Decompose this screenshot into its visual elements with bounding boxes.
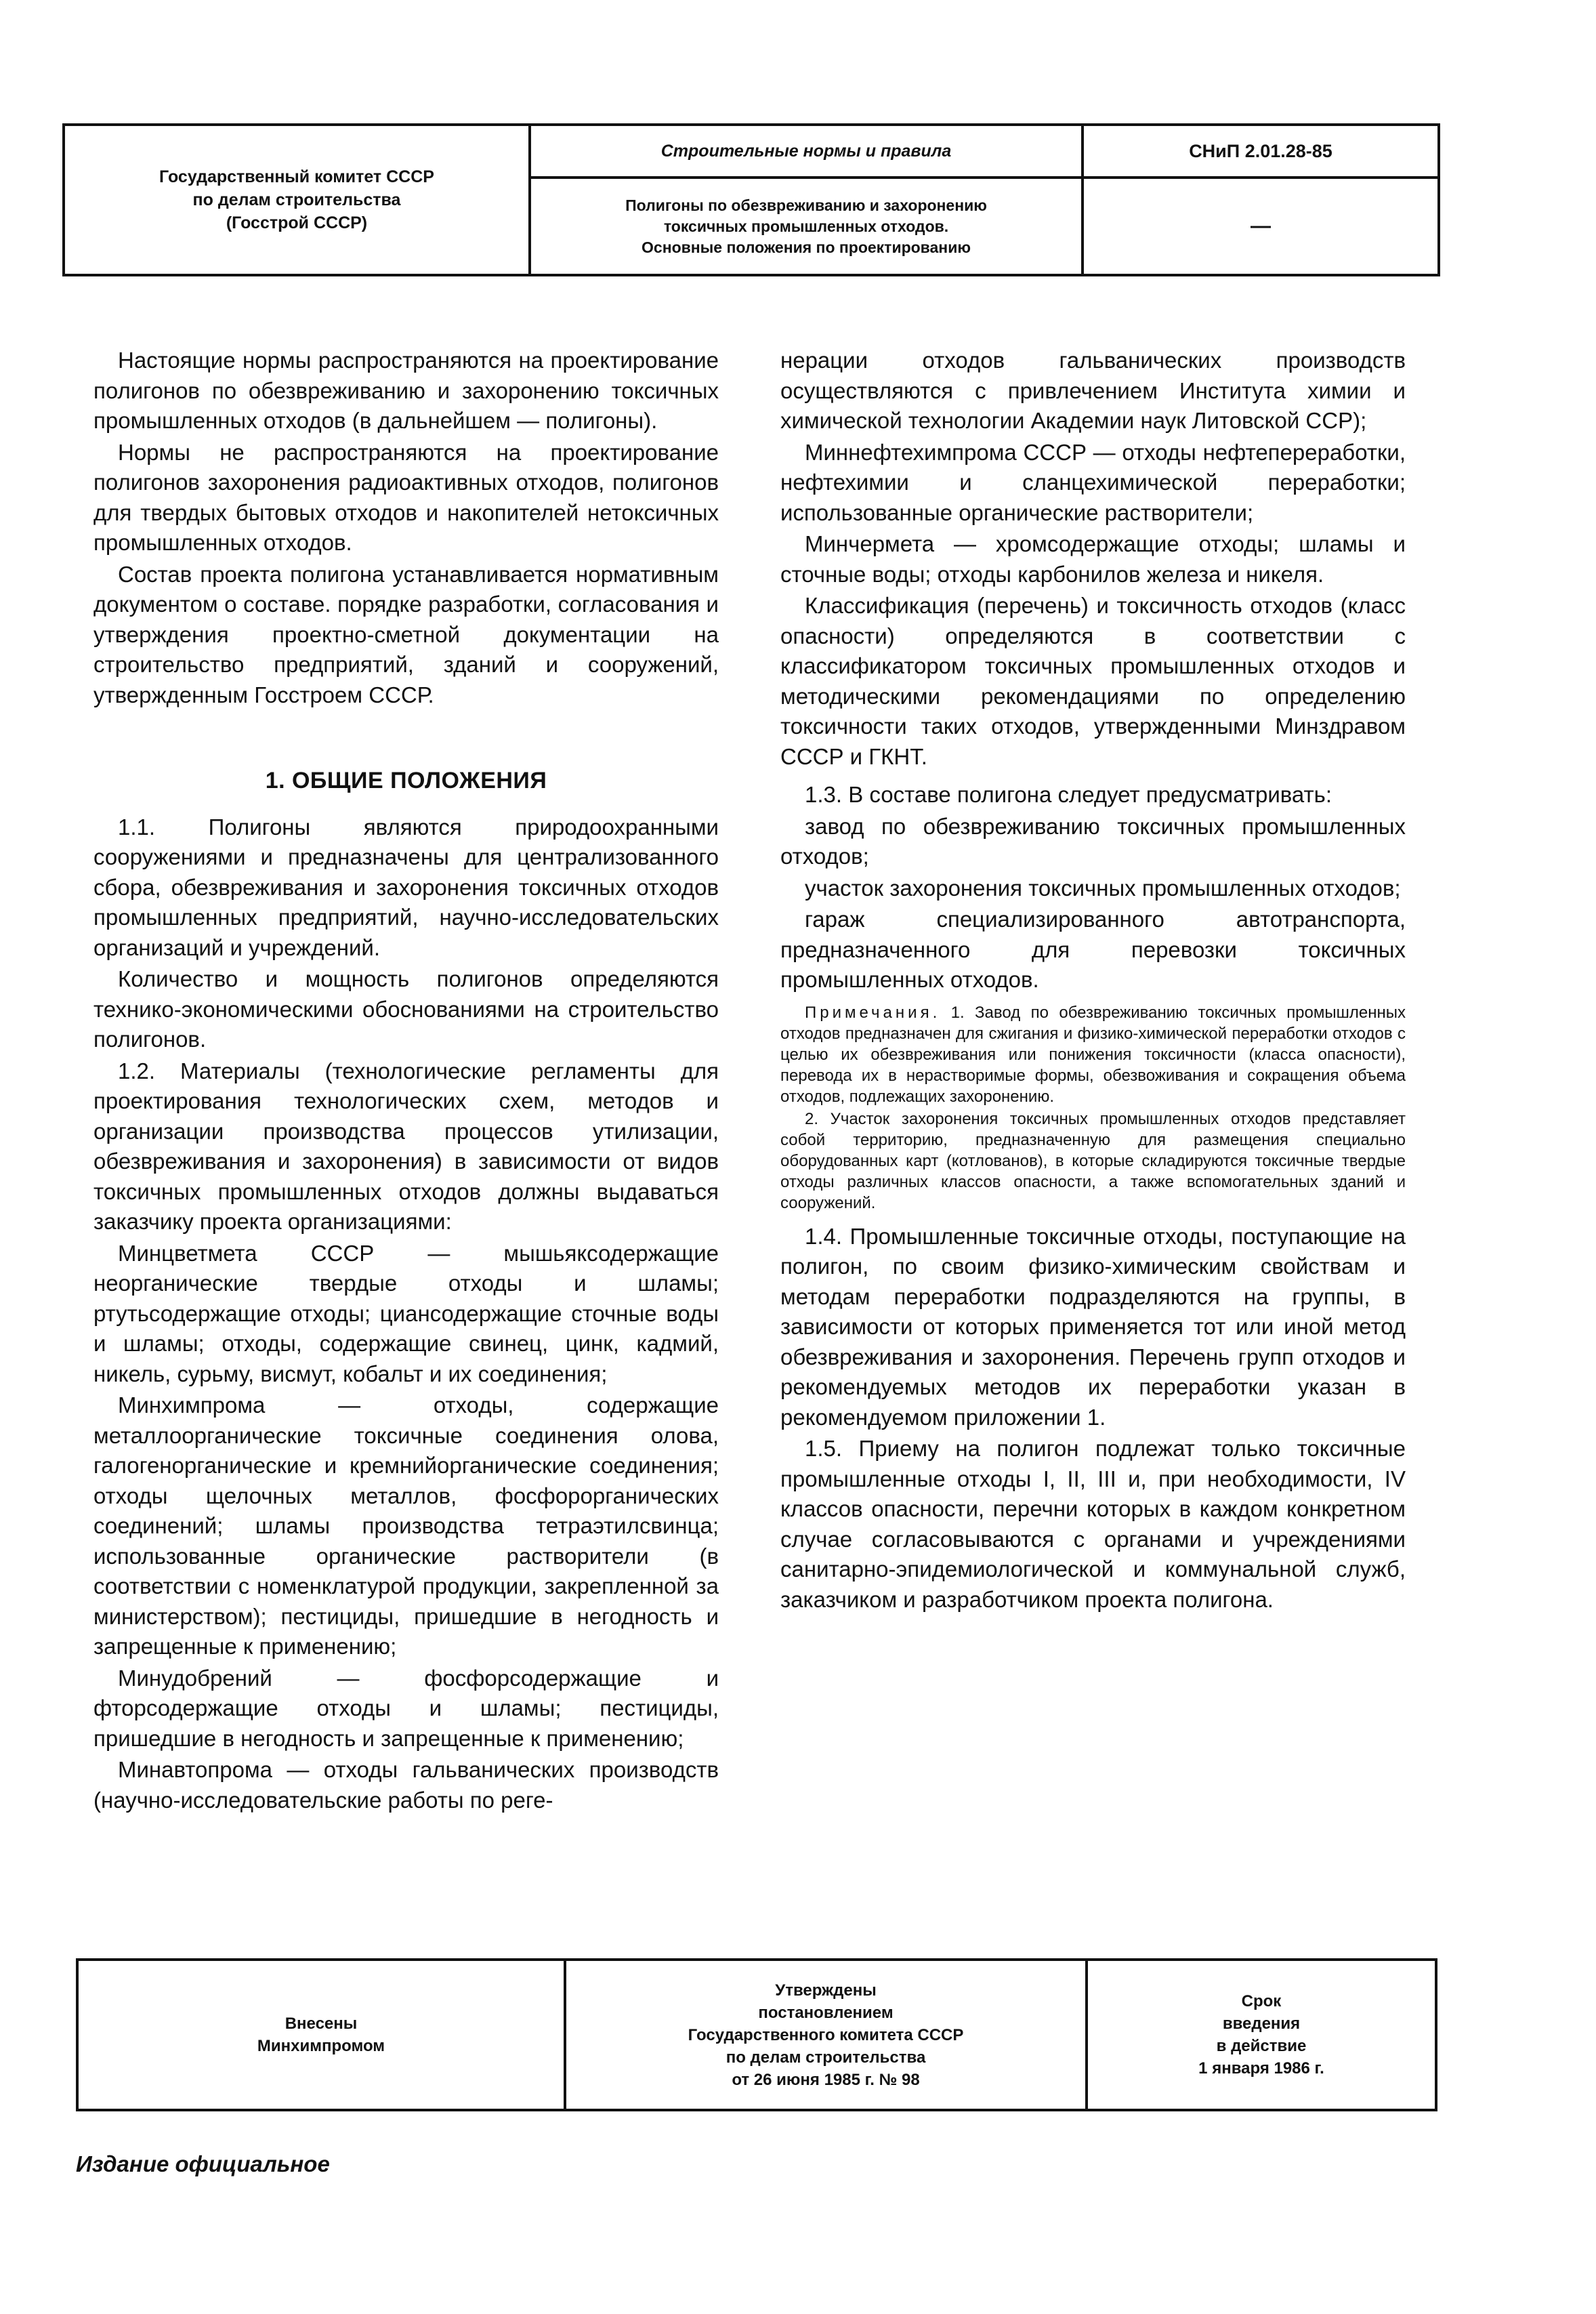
paragraph: Количество и мощность полигонов определяются технико-экономическими обоснованиями на строительство полигонов. [93, 966, 719, 1052]
footer-line: от 26 июня 1985 г. № 98 [732, 2070, 920, 2089]
paragraph: Миннефтехимпрома СССР — отходы нефтепереработки, нефтехимии и сланцехимической переработки; использованные органические растворители; [780, 439, 1406, 525]
paragraph: Минудобрений — фосфорсодержащие и фторсодержащие отходы и шламы; пестициды, пришедшие в негодность и запрещенные к применению; [93, 1665, 719, 1751]
paragraph: Минхимпрома — отходы, содержащие металлоорганические токсичные соединения олова, галогенорганические и кремнийорганические соединения; отходы щелочных металлов, фосфорорганических соединений; шламы производства тетраэтилсвинца; использованные органические растворители (в соответствии с номенклатурой продукции, закрепленной за министерством); пестициды, пришедшие в негодность и запрещенные к применению; [93, 1392, 719, 1659]
footer-line: 1 января 1986 г. [1198, 2059, 1324, 2078]
footer-line: введения [1222, 2015, 1301, 2033]
footer-line: постановлением [758, 2003, 894, 2022]
paragraph: Состав проекта полигона устанавливается нормативным документом о составе. порядке разработки, согласования и утверждения проектно-сметной документации на строительство предприятий, зданий и сооружений, утвержденным Госстроем СССР. [93, 561, 719, 707]
paragraph: Минчермета — хромсодержащие отходы; шламы и сточные воды; отходы карбонилов железа и никеля. [780, 531, 1406, 587]
left-column [93, 346, 719, 1817]
footer-line: по делам строительства [726, 2048, 926, 2067]
section-heading: 1. ОБЩИЕ ПОЛОЖЕНИЯ [265, 768, 547, 793]
footer-table [76, 1958, 1437, 2111]
org-line: по делам строительства [192, 190, 401, 209]
document-title [531, 179, 1084, 274]
list-item: гараж специализированного автотранспорта, предназначенного для перевозки токсичных промышленных отходов. [780, 907, 1406, 992]
paragraph: Минцветмета СССР — мышьяксодержащие неорганические твердые отходы и шламы; ртутьсодержащие отходы; циансодержащие сточные воды и шламы; отходы, содержащие свинец, цинк, кадмий, никель, сурьму, висмут, кобальт и их соединения; [93, 1240, 719, 1386]
footer-line: Минхимпромом [257, 2037, 385, 2055]
title-line: Полигоны по обезвреживанию и захоронению [625, 196, 987, 214]
paragraph-1-4: 1.4. Промышленные токсичные отходы, поступающие на полигон, по своим физико-химическим свойствам и методам переработки подразделяются на группы, в зависимости от которых применяется тот или иной метод обезвреживания и захоронения. Перечень групп отходов и рекомендуемых методов их переработки указан в рекомендуемом приложении 1. [780, 1223, 1406, 1430]
footer-line: Внесены [285, 2015, 358, 2033]
paragraph-1-1: 1.1. Полигоны являются природоохранными сооружениями и предназначены для централизованного сбора, обезвреживания и захоронения токсичных отходов промышленных предприятий, научно-исследовательских организаций и учреждений. [93, 814, 719, 960]
footer-line: Государственного комитета СССР [688, 2025, 964, 2044]
paragraph-1-3: 1.3. В составе полигона следует предусматривать: [805, 782, 1332, 807]
list-item: завод по обезвреживанию токсичных промышленных отходов; [780, 813, 1406, 869]
paragraph: Минавтопрома — отходы гальванических производств (научно-исследовательские работы по реге- [93, 1757, 719, 1813]
replaces-field: — [1251, 215, 1271, 237]
edition-label: Издание официальное [76, 2151, 330, 2176]
paragraph: Классификация (перечень) и токсичность отходов (класс опасности) определяются в соответствии с классификатором токсичных промышленных отходов и методическими рекомендациями по определению токсичности таких отходов, утвержденными Минздравом СССР и ГКНТ. [780, 593, 1406, 769]
approved-by [566, 1961, 1088, 2109]
note: 2. Участок захоронения токсичных промышленных отходов представляет собой территорию, предназначенную для размещения специально оборудованных карт (котлованов), в которые складируются токсичные твердые отходы различных классов опасности, а также вспомогательных зданий и сооружений. [780, 1109, 1406, 1212]
paragraph: нерации отходов гальванических производств осуществляются с привлечением Института химии и химической технологии Академии наук Литовской ССР); [780, 348, 1406, 433]
note-label: Примечания. [805, 1003, 941, 1022]
issuing-organization [65, 126, 531, 274]
note-text: 1. Завод по обезвреживанию токсичных промышленных отходов предназначен для сжигания и физико-химической переработки отходов с целью их обезвреживания или понижения токсичности (класса опасности), перевода их в нерастворимые формы, обезвоживания и сокращения объема отходов, подлежащих захоронению. [780, 1003, 1406, 1106]
right-column [780, 346, 1406, 1616]
list-item: участок захоронения токсичных промышленных отходов; [805, 875, 1401, 901]
title-line: Основные положения по проектированию [642, 238, 971, 256]
paragraph-1-2: 1.2. Материалы (технологические регламенты для проектирования технологических схем, методов и организации производства процессов утилизации, обезвреживания и захоронения) в зависимости от видов токсичных промышленных отходов должны выдаваться заказчику проекта организациями: [93, 1058, 719, 1234]
footer-line: Срок [1241, 1992, 1282, 2010]
paragraph: Настоящие нормы распространяются на проектирование полигонов по обезвреживанию и захоронению токсичных промышленных отходов (в дальнейшем — полигоны). [93, 348, 719, 433]
footer-line: Утверждены [775, 1981, 877, 2000]
effective-date [1088, 1961, 1435, 2109]
document-type: Строительные нормы и правила [531, 126, 1084, 179]
footer-line: в действие [1216, 2037, 1307, 2055]
org-line: Государственный комитет СССР [159, 167, 434, 186]
note [780, 1002, 1406, 1107]
title-line: токсичных промышленных отходов. [663, 217, 949, 235]
header-table [62, 123, 1440, 276]
paragraph: Нормы не распространяются на проектирование полигонов захоронения радиоактивных отходов, полигонов для твердых бытовых отходов и накопителей нетоксичных промышленных отходов. [93, 439, 719, 555]
introduced-by [79, 1961, 566, 2109]
paragraph-1-5: 1.5. Приему на полигон подлежат только токсичные промышленные отходы I, II, III и, при необходимости, IV классов опасности, перечни которых в каждом конкретном случае согласовываются с органами и учреждениями санитарно-эпидемиологической и коммунальной служб, заказчиком и разработчиком проекта полигона. [780, 1436, 1406, 1612]
document-code: СНиП 2.01.28-85 [1084, 126, 1437, 179]
org-line: (Госстрой СССР) [226, 213, 368, 232]
